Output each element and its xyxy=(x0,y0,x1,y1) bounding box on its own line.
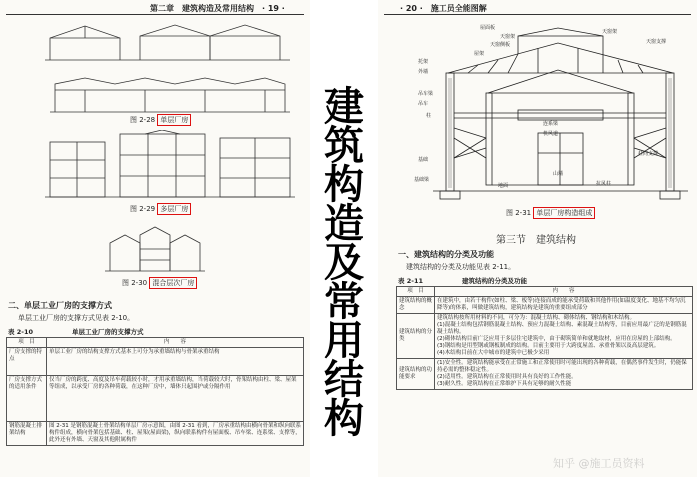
figure-2-28-caption: 图 2-28 单层厂房 xyxy=(130,114,191,126)
header-rule xyxy=(6,14,304,15)
table-header-item: 项 目 xyxy=(397,287,435,297)
multi-story-factory-drawing xyxy=(45,130,300,200)
vertical-title xyxy=(322,84,366,442)
table-cell-item: 建筑结构的分类 xyxy=(397,314,435,359)
title-char: 用 xyxy=(324,318,364,364)
right-page xyxy=(378,0,697,477)
table-2-10 xyxy=(6,337,304,446)
table-cell-content: 建筑结构按所用材料的不同，可分为：混凝土结构、砌体结构、钢结构和木结构。 (1)混凝土结构包括钢筋混凝土结构、预应力混凝土结构、素混凝土结构等，目前应用最广泛的是钢筋混凝土结构。 (2)砌体结构目前广泛应用于多层住宅建筑中，由于砌筑简单和就地取材，应用在房屋的上部结构。 (3)钢结构是用型钢或钢板制成的结构。目前主要用于大跨度屋盖、承重骨架以及高层建筑。 (4)木结构目前在大中城市的建筑中已极少采用 xyxy=(435,314,693,359)
left-page xyxy=(0,0,310,477)
label-skylight-side: 天窗侧板 xyxy=(490,42,511,48)
right-page-header: · 20 · 施工员全能图解 xyxy=(400,4,487,13)
table-cell-content: 仅当厂房的跨度、高度及吊车荷载较小时，才用承重墙结构，当荷载较大时，骨架结构由柱、梁、屋架等组成，以承受厂房的各种荷载，在这种厂房中，墙体只起围护或分隔作用 xyxy=(47,376,304,422)
title-char: 结 xyxy=(324,357,364,403)
label-column-bracing: 柱间支撑 xyxy=(638,151,659,157)
label-crane-beam: 吊车梁 xyxy=(418,91,434,97)
structure-classification-heading: 一、建筑结构的分类及功能 xyxy=(398,250,494,259)
table-header-content: 内 容 xyxy=(435,287,693,297)
title-char: 造 xyxy=(324,201,364,247)
label-gable-wall: 山墙 xyxy=(553,171,564,177)
figure-2-29-label: 多层厂房 xyxy=(157,203,191,215)
structure-classification-intro: 建筑结构的分类及功能见表 2-11。 xyxy=(406,263,516,271)
table-header-row xyxy=(397,287,693,297)
label-floor: 地面 xyxy=(498,183,509,189)
label-roof-panel: 屋面板 xyxy=(480,25,496,31)
table-2-11 xyxy=(396,286,693,390)
single-story-factory-drawing xyxy=(45,20,300,118)
figure-2-31-label: 单层厂房构造组成 xyxy=(533,207,595,219)
table-row xyxy=(397,359,693,390)
title-char: 及 xyxy=(324,240,364,286)
table-row xyxy=(7,376,304,422)
label-truss: 屋架 xyxy=(474,51,485,57)
title-char: 建 xyxy=(324,84,364,130)
table-2-10-title: 表 2-10 单层工业厂房的支撑方式 xyxy=(8,328,144,336)
table-2-11-title: 表 2-11 建筑结构的分类及功能 xyxy=(398,277,528,285)
label-tie-beam: 连系梁 xyxy=(543,121,559,127)
section-title: 第三节 建筑结构 xyxy=(496,235,576,246)
table-cell-item: 厂房支撑的特点 xyxy=(7,348,47,376)
header-rule xyxy=(384,14,691,15)
table-cell-item: 建筑结构的概念 xyxy=(397,297,435,314)
table-cell-item: 钢筋混凝土排架结构 xyxy=(7,422,47,446)
left-page-header: 第二章 建筑构造及常用结构 · 19 · xyxy=(150,4,285,13)
title-char: 筑 xyxy=(324,123,364,169)
table-cell-content: 图 2-31 是钢筋混凝土骨架结构单层厂房示意图，由图 2-31 看到，厂房承重结构由横向骨架和纵向联系构件组成，横向骨架包括基础、柱、屋架(屋面梁)，纵向联系构件有屋面板、吊车梁、连系梁、支撑等，此外还有外墙、天窗及其他附属构件 xyxy=(47,422,304,446)
table-cell-content: 单层工业厂房的结构支撑方式基本上可分为承重墙结构与骨架承重结构 xyxy=(47,348,304,376)
figure-2-30-label: 混合层次厂房 xyxy=(149,277,197,289)
table-row xyxy=(397,297,693,314)
table-cell-content: (1)安全性。建筑结构能承受在正常施工和正常使用时可能出现的各种荷载，在偶然事件发生时，仍能保持必需的整体稳定性。 (2)适用性。建筑结构在正常使用时具有良好的工作性能。 (3)耐久性。建筑结构在正常维护下具有足够的耐久性能 xyxy=(435,359,693,390)
table-header-content: 内 容 xyxy=(47,338,304,348)
table-cell-content: 在建筑中，由若干构件(如柱、梁、板等)连接而成的能承受荷载和其他作用(如温度变化、地基不均匀沉降等)的体系，叫做建筑结构，建筑结构是建筑的重要组成部分 xyxy=(435,297,693,314)
figure-2-28-label: 单层厂房 xyxy=(157,114,191,126)
table-header-item: 项 目 xyxy=(7,338,47,348)
table-row xyxy=(7,422,304,446)
figure-2-31-caption: 图 2-31 单层厂房构造组成 xyxy=(506,207,595,219)
label-bracket: 托架 xyxy=(418,59,429,65)
label-skylight-brace: 天窗支撑 xyxy=(646,39,667,45)
title-char: 构 xyxy=(324,162,364,208)
watermark: 知乎 @施工员资料 xyxy=(553,457,645,470)
table-row xyxy=(397,314,693,359)
table-header-row xyxy=(7,338,304,348)
label-skylight-frame: 天窗架 xyxy=(500,34,516,40)
label-outer-wall: 外墙 xyxy=(418,69,429,75)
label-air-duct: 机风道 xyxy=(543,131,559,137)
table-cell-item: 建筑结构的功能要求 xyxy=(397,359,435,390)
figure-2-30-caption: 图 2-30 混合层次厂房 xyxy=(122,277,197,289)
label-foundation-beam: 基础梁 xyxy=(414,177,430,183)
figure-2-29-caption: 图 2-29 多层厂房 xyxy=(130,203,191,215)
label-skylight-frame-2: 天窗架 xyxy=(602,29,618,35)
table-row xyxy=(7,348,304,376)
title-char: 常 xyxy=(324,279,364,325)
label-crane: 吊车 xyxy=(418,101,429,107)
support-method-heading: 二、单层工业厂房的支撑方式 xyxy=(8,301,112,310)
title-char: 构 xyxy=(324,396,364,442)
label-column: 柱 xyxy=(426,113,432,119)
table-cell-item: 厂房支撑方式的适用条件 xyxy=(7,376,47,422)
label-foundation: 基础 xyxy=(418,157,429,163)
mixed-story-factory-drawing xyxy=(105,225,205,273)
label-wind-column: 抗风柱 xyxy=(596,181,612,187)
support-method-intro: 单层工业厂房的支撑方式见表 2-10。 xyxy=(18,314,135,322)
